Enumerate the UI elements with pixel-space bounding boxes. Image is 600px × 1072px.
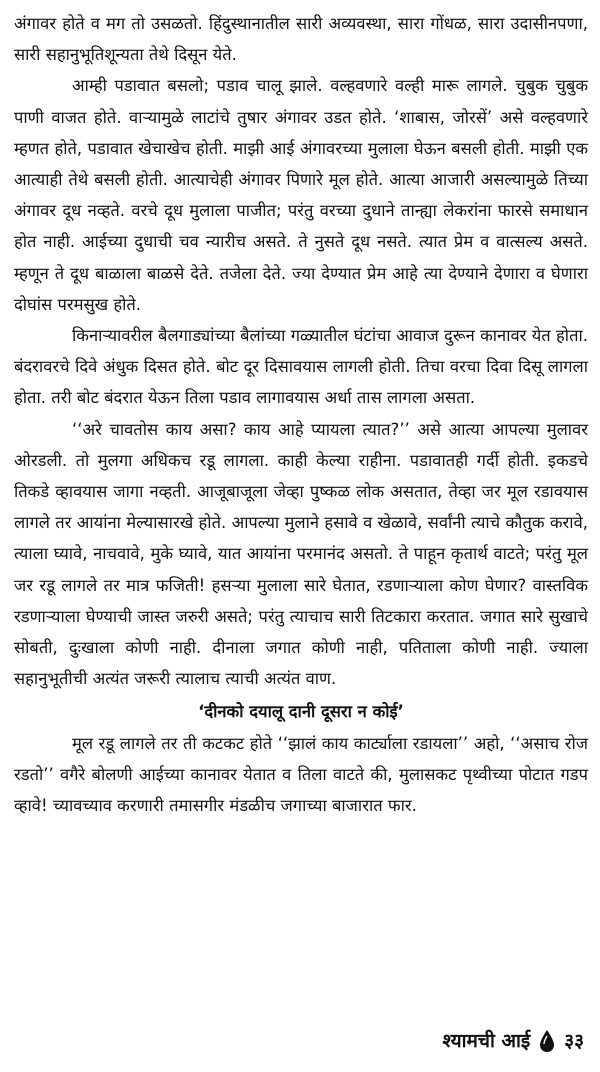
page-footer <box>443 1026 585 1056</box>
paragraph-final: मूल रडू लागले तर ती कटकट होते ‘‘झालं काय कार्ट्याला रडायला’’ अहो, ‘‘असाच रोज रडतो’’ वगैरे बोलणी आईच्या कानावर येतात व तिला वाटते की, मुलासकट पृथ्वीच्या पोटात गडप व्हावे! च्यावच्याव करणारी तमासगीर मंडळीच जगाच्या बाजारात फार. <box>14 733 588 816</box>
page-number: ३३ <box>564 1030 584 1052</box>
paragraph-continuation: अंगावर होते व मग तो उसळतो. हिंदुस्थानातील सारी अव्यवस्था, सारा गोंधळ, सारा उदासीनपणा, सारी सहानुभूतिशून्यता तेथे दिसून येते. <box>14 14 588 65</box>
paragraph-crying-child: ‘‘अरे चावतोस काय असा? काय आहे प्यायला त्यात?’’ असे आत्या आपल्या मुलावर ओरडली. तो मुलगा अधिकच रडू लागला. काही केल्या राहीना. पडावातही गर्दी होती. इकडचे तिकडे व्हावयास जागा नव्हती. आजूबाजूला जेव्हा पुष्कळ लोक असतात, तेव्हा जर मूल रडावयास लागले तर आयांना मेल्यासारखे होते. आपल्या मुलाने हसावे व खेळावे, सर्वांनी त्याचे कौतुक करावे, त्याला घ्यावे, नाचवावे, मुके घ्यावे, यात आयांना परमानंद असतो. ते पाहून कृतार्थ वाटते; परंतु मूल जर रडू लागले तर मात्र फजिती! हसऱ्या मुलाला सारे घेतात, रडणाऱ्याला कोण घेणार? वास्तविक रडणाऱ्याला घेण्याची जास्त जरुरी असते; परंतु त्याचाच सारी तिटकारा करतात. जगात सारे सुखाचे सोबती, दुःखाला कोणी नाही. दीनाला जगात कोणी नाही, पतिताला कोणी नाही. ज्याला सहानुभूतीची अत्यंत जरूरी त्यालाच त्याची अत्यंत वाण. <box>14 419 588 689</box>
document-page <box>14 8 588 821</box>
book-title: श्यामची आई <box>442 1030 531 1052</box>
paragraph-shore-bells: किनाऱ्यावरील बैलगाड्यांच्या बैलांच्या गळ्यातील घंटांचा आवाज दुरून कानावर येत होता. बंदरावरचे दिवे अंधुक दिसत होते. बोट दूर दिसावयास लागली होती. तिचा वरचा दिवा दिसू लागला होता. तरी बोट बंदरात येऊन तिला पडाव लागावयास अर्धा तास लागला असता. <box>14 326 588 408</box>
drop-icon <box>538 1029 556 1053</box>
paragraph-boat-ride: आम्ही पडावात बसलो; पडाव चालू झाले. वल्हवणारे वल्ही मारू लागले. चुबुक चुबुक पाणी वाजत होते. वाऱ्यामुळे लाटांचे तुषार अंगावर उडत होते. ‘शाबास, जोरसें’ असे वल्हवणारे म्हणत होते, पडावात खेचाखेच होती. माझी आई अंगावरच्या मुलाला घेऊन बसली होती. माझी एक आत्याही तेथे बसली होती. आत्याचेही अंगावर पिणारे मूल होते. आत्या आजारी असल्यामुळे तिच्या अंगावर दूध नव्हते. वरचे दूध मुलाला पाजीत; परंतु वरच्या दुधाने तान्ह्या लेकरांना फारसे समाधान होत नाही. आईच्या दुधाची चव न्यारीच असते. ते नुसते दूध नसते. त्यात प्रेम व वात्सल्य असते. म्हणून ते दूध बाळाला बाळसे देते. तजेला देते. ज्या देण्यात प्रेम आहे त्या देण्याने देणारा व घेणारा दोघांस परमसुख होते. <box>14 76 588 314</box>
quote-heading: ‘दीनको दयालू दानी दूसरा न कोई’ <box>198 702 404 722</box>
